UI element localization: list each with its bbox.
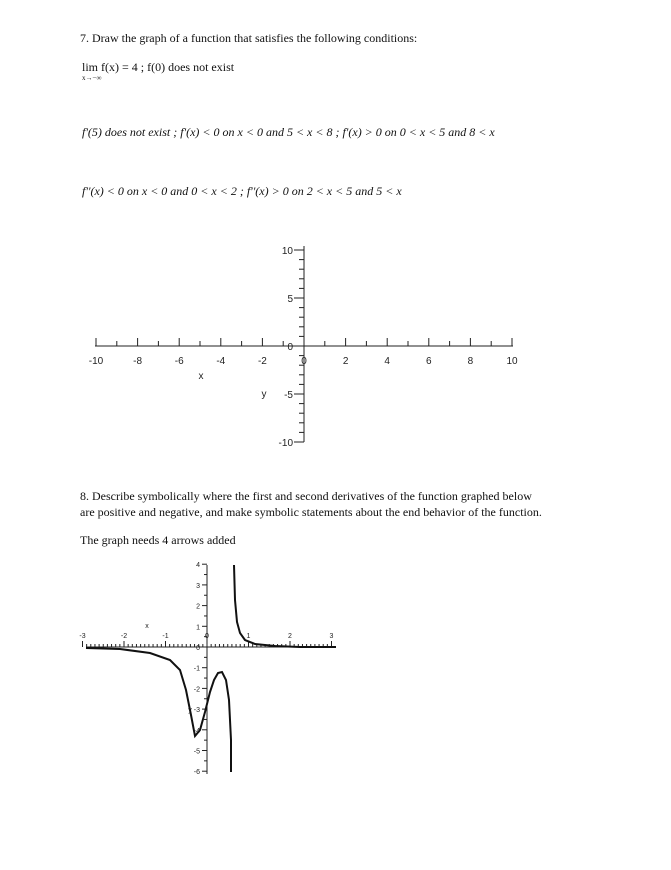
y-tick-label: -2 [193,686,200,694]
y-tick-label: -10 [278,438,293,449]
y-axis-label: y [261,389,267,400]
x-tick-label: 3 [329,633,334,640]
x-tick-label: 6 [426,356,432,367]
y-tick-label: -4 [193,727,200,735]
y-tick-label: -3 [193,707,200,715]
y-tick-label: 10 [281,246,293,257]
q8-heading-line2: are positive and negative, and make symbolic statements about the end behavior of the function. [80,505,542,519]
y-tick-label: 4 [196,562,200,570]
x-tick-label: -1 [162,633,169,640]
x-tick-label: 8 [467,356,474,367]
y-tick-label: 3 [196,582,200,590]
q7-limit-subscript: x→−∞ [82,74,102,82]
y-tick-label: -5 [284,390,293,401]
y-tick-label: 5 [287,294,293,305]
curve-right-branch [234,565,336,647]
x-tick-label: 10 [506,356,518,367]
x-tick-label: -10 [88,356,104,367]
q7-condition-first-derivative: f'(5) does not exist ; f'(x) < 0 on x < 0 and 5 < x < 8 ; f'(x) > 0 on 0 < x < 5 and 8 < x [82,125,495,139]
x-tick-label: 2 [342,356,349,367]
y-tick-label: -6 [193,769,200,777]
q7-heading: 7. Draw the graph of a function that satisfies the following conditions: [80,31,418,45]
x-tick-label: 4 [384,356,390,367]
x-tick-label: 0 [301,356,307,367]
y-tick-label: -5 [193,748,200,756]
q7-condition-second-derivative: f''(x) < 0 on x < 0 and 0 < x < 2 ; f''(x) > 0 on 2 < x < 5 and 5 < x [82,184,402,198]
x-axis-label: x [198,371,204,382]
y-axis-label: y [188,707,192,714]
y-tick-label: 1 [196,624,200,632]
q8-note: The graph needs 4 arrows added [80,533,236,547]
x-tick-label: 0 [205,633,209,640]
q8-heading-line1: 8. Describe symbolically where the first and second derivatives of the function graphed below [80,489,532,503]
x-tick-label: 2 [288,633,292,640]
x-tick-label: -2 [120,633,128,640]
x-tick-label: -3 [79,633,86,640]
y-tick-label: 0 [287,342,293,353]
curve-left-branch [86,648,231,772]
x-tick-label: -8 [133,356,143,367]
y-tick-label: 0 [196,645,200,652]
y-tick-label: 2 [196,603,200,611]
x-tick-label: -6 [174,356,184,367]
x-tick-label: -2 [257,356,267,367]
x-axis-label: x [145,623,149,630]
x-tick-label: 1 [246,633,251,640]
q7-condition-limit: lim f(x) = 4 ; f(0) does not exist [82,60,235,74]
y-tick-label: -1 [193,665,200,673]
x-tick-label: -4 [216,356,226,367]
